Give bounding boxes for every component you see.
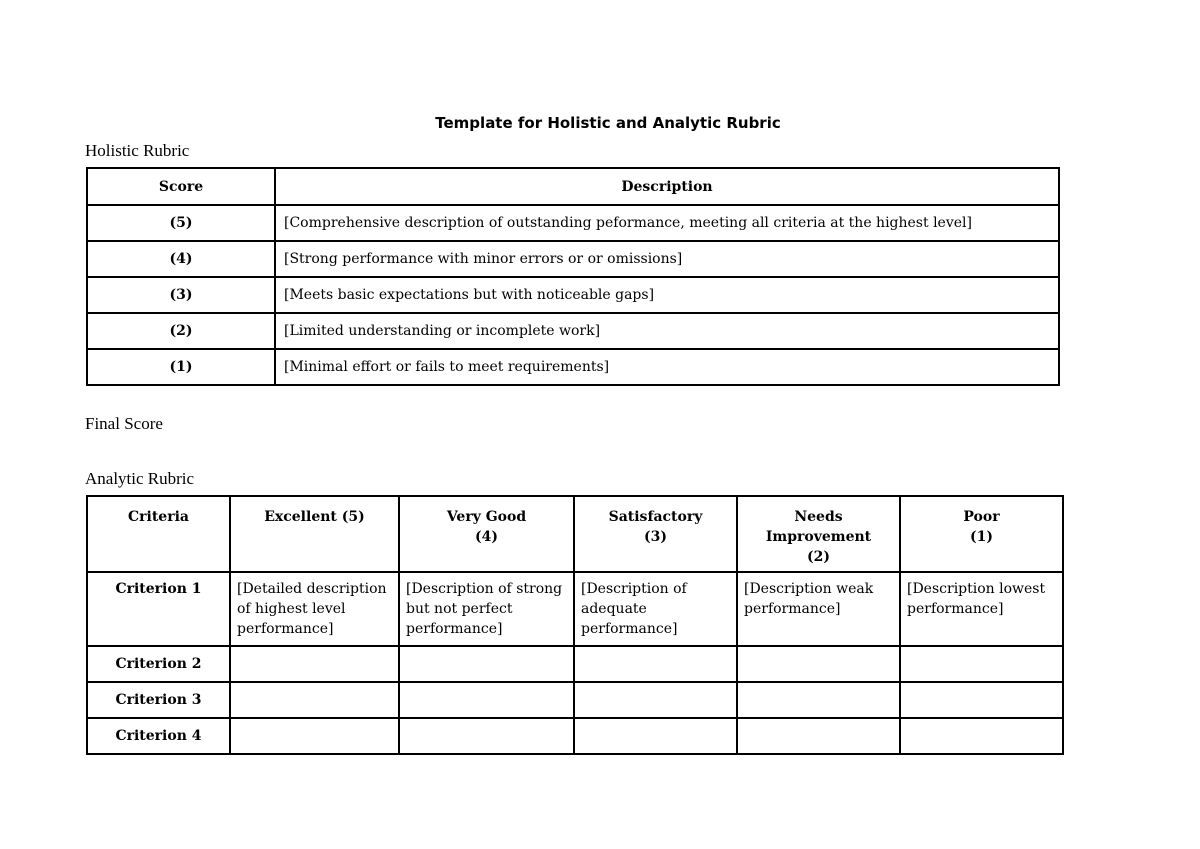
very-good-cell [399,718,574,754]
score-cell: (1) [87,349,275,385]
poor-cell [900,646,1063,682]
excellent-cell [230,682,399,718]
holistic-row [87,205,1059,241]
poor-header [900,496,1063,572]
excellent-header [230,496,399,572]
needs-improvement-cell [737,646,900,682]
needs-improvement-cell [737,718,900,754]
needs-improvement-header-line1: Needs [794,509,843,525]
holistic-rubric-label: Holistic Rubric [85,141,190,160]
analytic-row [87,718,1063,754]
holistic-row [87,349,1059,385]
needs-improvement-cell: [Description weak performance] [737,572,900,646]
poor-header-line2: (1) [970,529,993,545]
excellent-header-label: Excellent (5) [264,509,365,525]
score-cell: (4) [87,241,275,277]
satisfactory-cell [574,646,737,682]
satisfactory-header-line1: Satisfactory [608,509,703,525]
excellent-cell: [Detailed description of highest level performance] [230,572,399,646]
description-header: Description [275,168,1059,205]
satisfactory-cell: [Description of adequate performance] [574,572,737,646]
description-cell: [Strong performance with minor errors or or omissions] [275,241,1059,277]
criteria-header [87,496,230,572]
analytic-rubric-label: Analytic Rubric [85,469,195,488]
needs-improvement-header-line3: (2) [807,549,830,565]
needs-improvement-header-line2: Improvement [765,529,872,545]
satisfactory-cell [574,682,737,718]
criterion-label: Criterion 1 [87,572,230,646]
analytic-row [87,572,1063,646]
poor-cell [900,682,1063,718]
final-score-label: Final Score [85,414,163,433]
very-good-header [399,496,574,572]
description-cell: [Comprehensive description of outstanding peformance, meeting all criteria at the highest level] [275,205,1059,241]
satisfactory-cell [574,718,737,754]
holistic-row [87,313,1059,349]
criterion-label: Criterion 3 [87,682,230,718]
holistic-row [87,277,1059,313]
description-cell: [Minimal effort or fails to meet requirements] [275,349,1059,385]
very-good-header-line2: (4) [475,529,498,545]
analytic-row [87,682,1063,718]
very-good-cell: [Description of strong but not perfect performance] [399,572,574,646]
satisfactory-header-line2: (3) [644,529,667,545]
score-header: Score [87,168,275,205]
holistic-row [87,241,1059,277]
score-cell: (2) [87,313,275,349]
very-good-cell [399,646,574,682]
holistic-header-row [87,168,1059,205]
poor-cell: [Description lowest performance] [900,572,1063,646]
holistic-rubric-table [86,167,1060,386]
criterion-label: Criterion 4 [87,718,230,754]
document-title: Template for Holistic and Analytic Rubric [435,114,781,132]
score-cell: (5) [87,205,275,241]
needs-improvement-header [737,496,900,572]
score-cell: (3) [87,277,275,313]
description-cell: [Meets basic expectations but with noticeable gaps] [275,277,1059,313]
poor-cell [900,718,1063,754]
excellent-cell [230,718,399,754]
analytic-header-row [87,496,1063,572]
excellent-cell [230,646,399,682]
very-good-cell [399,682,574,718]
criteria-header-label: Criteria [128,509,189,525]
analytic-row [87,646,1063,682]
description-cell: [Limited understanding or incomplete work] [275,313,1059,349]
analytic-rubric-table [86,495,1064,755]
poor-header-line1: Poor [963,509,1000,525]
very-good-header-line1: Very Good [446,509,527,525]
satisfactory-header [574,496,737,572]
needs-improvement-cell [737,682,900,718]
criterion-label: Criterion 2 [87,646,230,682]
